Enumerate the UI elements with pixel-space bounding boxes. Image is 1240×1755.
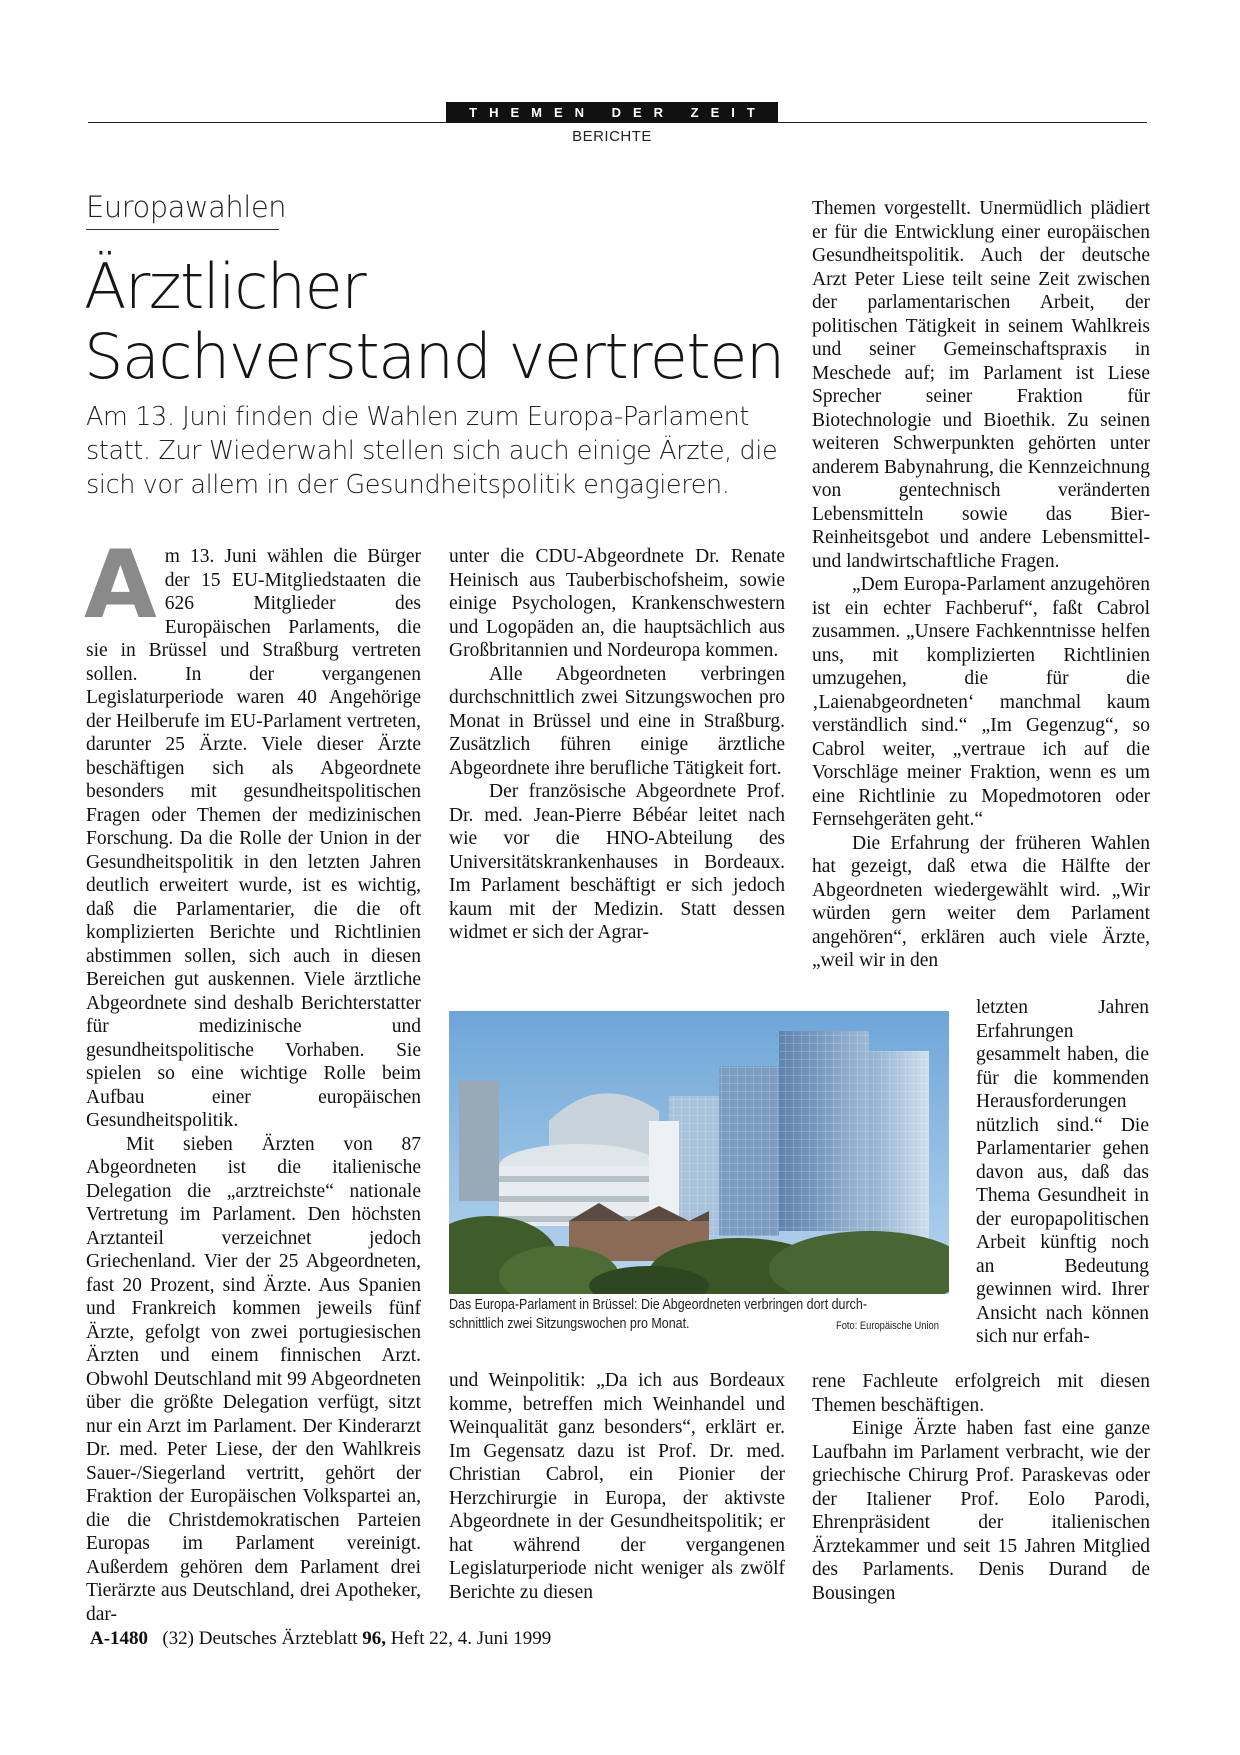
journal-name: Deutsches Ärzteblatt [198,1628,358,1649]
paragraph: Die Erfahrung der früheren Wahlen hat gezeigt, daß etwa die Hälfte der Abgeordneten wiedergewählt wird. „Wir würden gern weiter dem Parlament angehören“, erklären auch viele Ärzte, „weil wir in den [812,832,1150,971]
column-3-narrow [976,996,1149,1349]
paragraph-text: m 13. Juni wählen die Bürger der 15 EU-Mitgliedstaaten die 626 Mitglieder des Europäischen Parlaments, die sie in Brüssel und Straßburg vertreten sollen. In der vergangenen Legislaturperiode waren 40 Angehörige der Heilberufe im EU-Parlament vertreten, darunter 25 Ärzte. Viele dieser Ärzte beschäftigen sich als Abgeordnete besonders mit gesundheitspolitischen Fragen oder Themen der medizinischen Forschung. Da die Rolle der Union in der Gesundheitspolitik in den letzten Jahren deutlich erweitert wurde, ist es wichtig, daß die Parlamentarier, die die oft komplizierten Berichte und Richtlinien abstimmen sollen, sich auch in diesen Bereichen gut auskennen. Viele ärztliche Abgeordnete sind deshalb Berichterstatter für medizinische und gesundheitspolitische Vorhaben. Sie spielen so eine wichtige Rolle beim Aufbau einer europäischen Gesundheitspolitik. [86,546,421,1131]
headline: Ärztlicher Sachverstand vertreten [84,250,784,393]
paragraph: Alle Abgeordneten verbringen durchschnittlich zwei Sitzungswochen pro Monat in Brüssel und eine in Straßburg. Zusätzlich führen einige ärztliche Abgeordnete ihre berufliche Tätigkeit fort. [449,663,785,779]
caption-line: schnittlich zwei Sitzungswochen pro Monat. [449,1316,690,1332]
column-3-top [812,197,1150,973]
paragraph: und Weinpolitik: „Da ich aus Bordeaux komme, betreffen mich Weinhandel und Weinqualität ganz besonders“, erklärt er. Im Gegensatz dazu ist Prof. Dr. med. Christian Cabrol, ein Pionier der Herzchirurgie in Europa, der aktivste Abgeordnete in der Gesundheitspolitik; er hat während der vergangenen Legislaturperiode nicht weniger als zwölf Berichte zu diesen [449,1370,785,1603]
column-2-bottom [449,1369,785,1604]
column-1 [84,531,421,1626]
caption-line: Das Europa-Parlament in Brüssel: Die Abgeordneten verbringen dort durch- [449,1297,867,1313]
column-3-bottom [812,1370,1150,1605]
kicker-underline [86,229,279,230]
page-footer [90,1628,551,1650]
parliament-photo [449,1011,949,1294]
section-subtitle: BERICHTE [572,128,652,145]
paragraph: rene Fachleute erfolgreich mit diesen Themen beschäftigen. [812,1371,1150,1416]
lead-paragraph: Am 13. Juni finden die Wahlen zum Europa-Parlament statt. Zur Wiederwahl stellen sich auch einige Ärzte, die sich vor allem in der Gesundheitspolitik engagieren. [86,402,778,500]
issue-date: Heft 22, 4. Juni 1999 [390,1628,552,1649]
paragraph: „Dem Europa-Parlament anzugehören ist ein echter Fachberuf“, faßt Cabrol zusammen. „Unsere Fachkenntnisse helfen uns, mit komplizierten Richtlinien umzugehen, die für die ‚Laienabgeordneten‘ manchmal kaum verständlich sind.“ „Im Gegenzug“, so Cabrol weiter, „vertraue ich auf die Vorschläge meiner Fraktion, wenn es um eine Richtlinie zu Mopedmotoren oder Fernsehgeräten geht.“ [812,574,1150,830]
section-tag: THEMEN DER ZEIT [446,102,778,123]
page-number: A-1480 [90,1628,149,1649]
photo-credit: Foto: Europäische Union [836,1320,939,1332]
column-2-top [449,545,785,945]
paragraph: Der französische Abgeordnete Prof. Dr. med. Jean-Pierre Bébéar leitet nach wie vor die HNO-Abteilung des Universitätskrankenhauses in Bordeaux. Im Parlament beschäftigt er sich jedoch kaum mit der Medizin. Statt dessen widmet er sich der Agrar- [449,781,785,943]
paragraph: Mit sieben Ärzten von 87 Abgeordneten ist die italienische Delegation die „arztreichste“ nationale Vertretung im Parlament. Den höchsten Arztanteil verzeichnet jedoch Griechenland. Vier der 25 Abgeordneten, fast 20 Prozent, sind Ärzte. Aus Spanien und Frankreich kommen jeweils fünf Ärzte, gefolgt von zwei portugiesischen Ärzten und einem finnischen Arzt. Obwohl Deutschland mit 99 Abgeordneten über die größte Delegation verfügt, sitzt nur ein Arzt im Parlament. Der Kinderarzt Dr. med. Peter Liese, der den Wahlkreis Sauer-/Siegerland vertritt, gehört der Fraktion der Europäischen Volkspartei an, die die Christdemokratischen Parteien Europas im Parlament vereinigt. Außerdem gehören dem Parlament drei Tierärzte aus Deutschland, drei Apotheker, dar- [86,1133,421,1625]
kicker: Europawahlen [86,190,287,224]
paragraph: letzten Jahren Erfahrungen gesammelt haben, die für die kommenden Herausforderungen nützlich sind.“ Die Parlamentarier gehen davon aus, daß das Thema Gesundheit in der europapolitischen Arbeit künftig noch an Bedeutung gewinnen wird. Ihrer Ansicht nach können sich nur erfah- [976,997,1149,1347]
issue-page: (32) [162,1628,194,1649]
paragraph [84,531,421,1133]
drop-cap: A [84,531,155,640]
volume: 96, [362,1628,387,1649]
paragraph: unter die CDU-Abgeordnete Dr. Renate Heinisch aus Tauberbischofsheim, sowie einige Psychologen, Krankenschwestern und Logopäden an, die hauptsächlich aus Großbritannien und Nordeuropa kommen. [449,546,785,661]
paragraph: Einige Ärzte haben fast eine ganze Laufbahn im Parlament verbracht, wie der griechische Chirurg Prof. Paraskevas oder der Italiener Prof. Eolo Parodi, Ehrenpräsident der italienischen Ärztekammer und seit 15 Jahren Mitglied des Parlaments. Denis Durand de Bousingen [812,1418,1150,1604]
paragraph: Themen vorgestellt. Unermüdlich plädiert er für die Entwicklung einer europäischen Gesundheitspolitik. Auch der deutsche Arzt Peter Liese teilt seine Zeit zwischen der parlamentarischen Arbeit, der politischen Tätigkeit in seinem Wahlkreis und seiner Gemeinschaftspraxis in Meschede auf; im Parlament ist Liese Sprecher seiner Fraktion für Biotechnologie und Bioethik. Zu seinen weiteren Schwerpunkten gehörten unter anderem Babynahrung, die Kennzeichnung von gentechnisch veränderten Lebensmitteln sowie das Bier-Reinheitsgebot und andere Lebensmittel- und landwirtschaftliche Fragen. [812,198,1150,572]
